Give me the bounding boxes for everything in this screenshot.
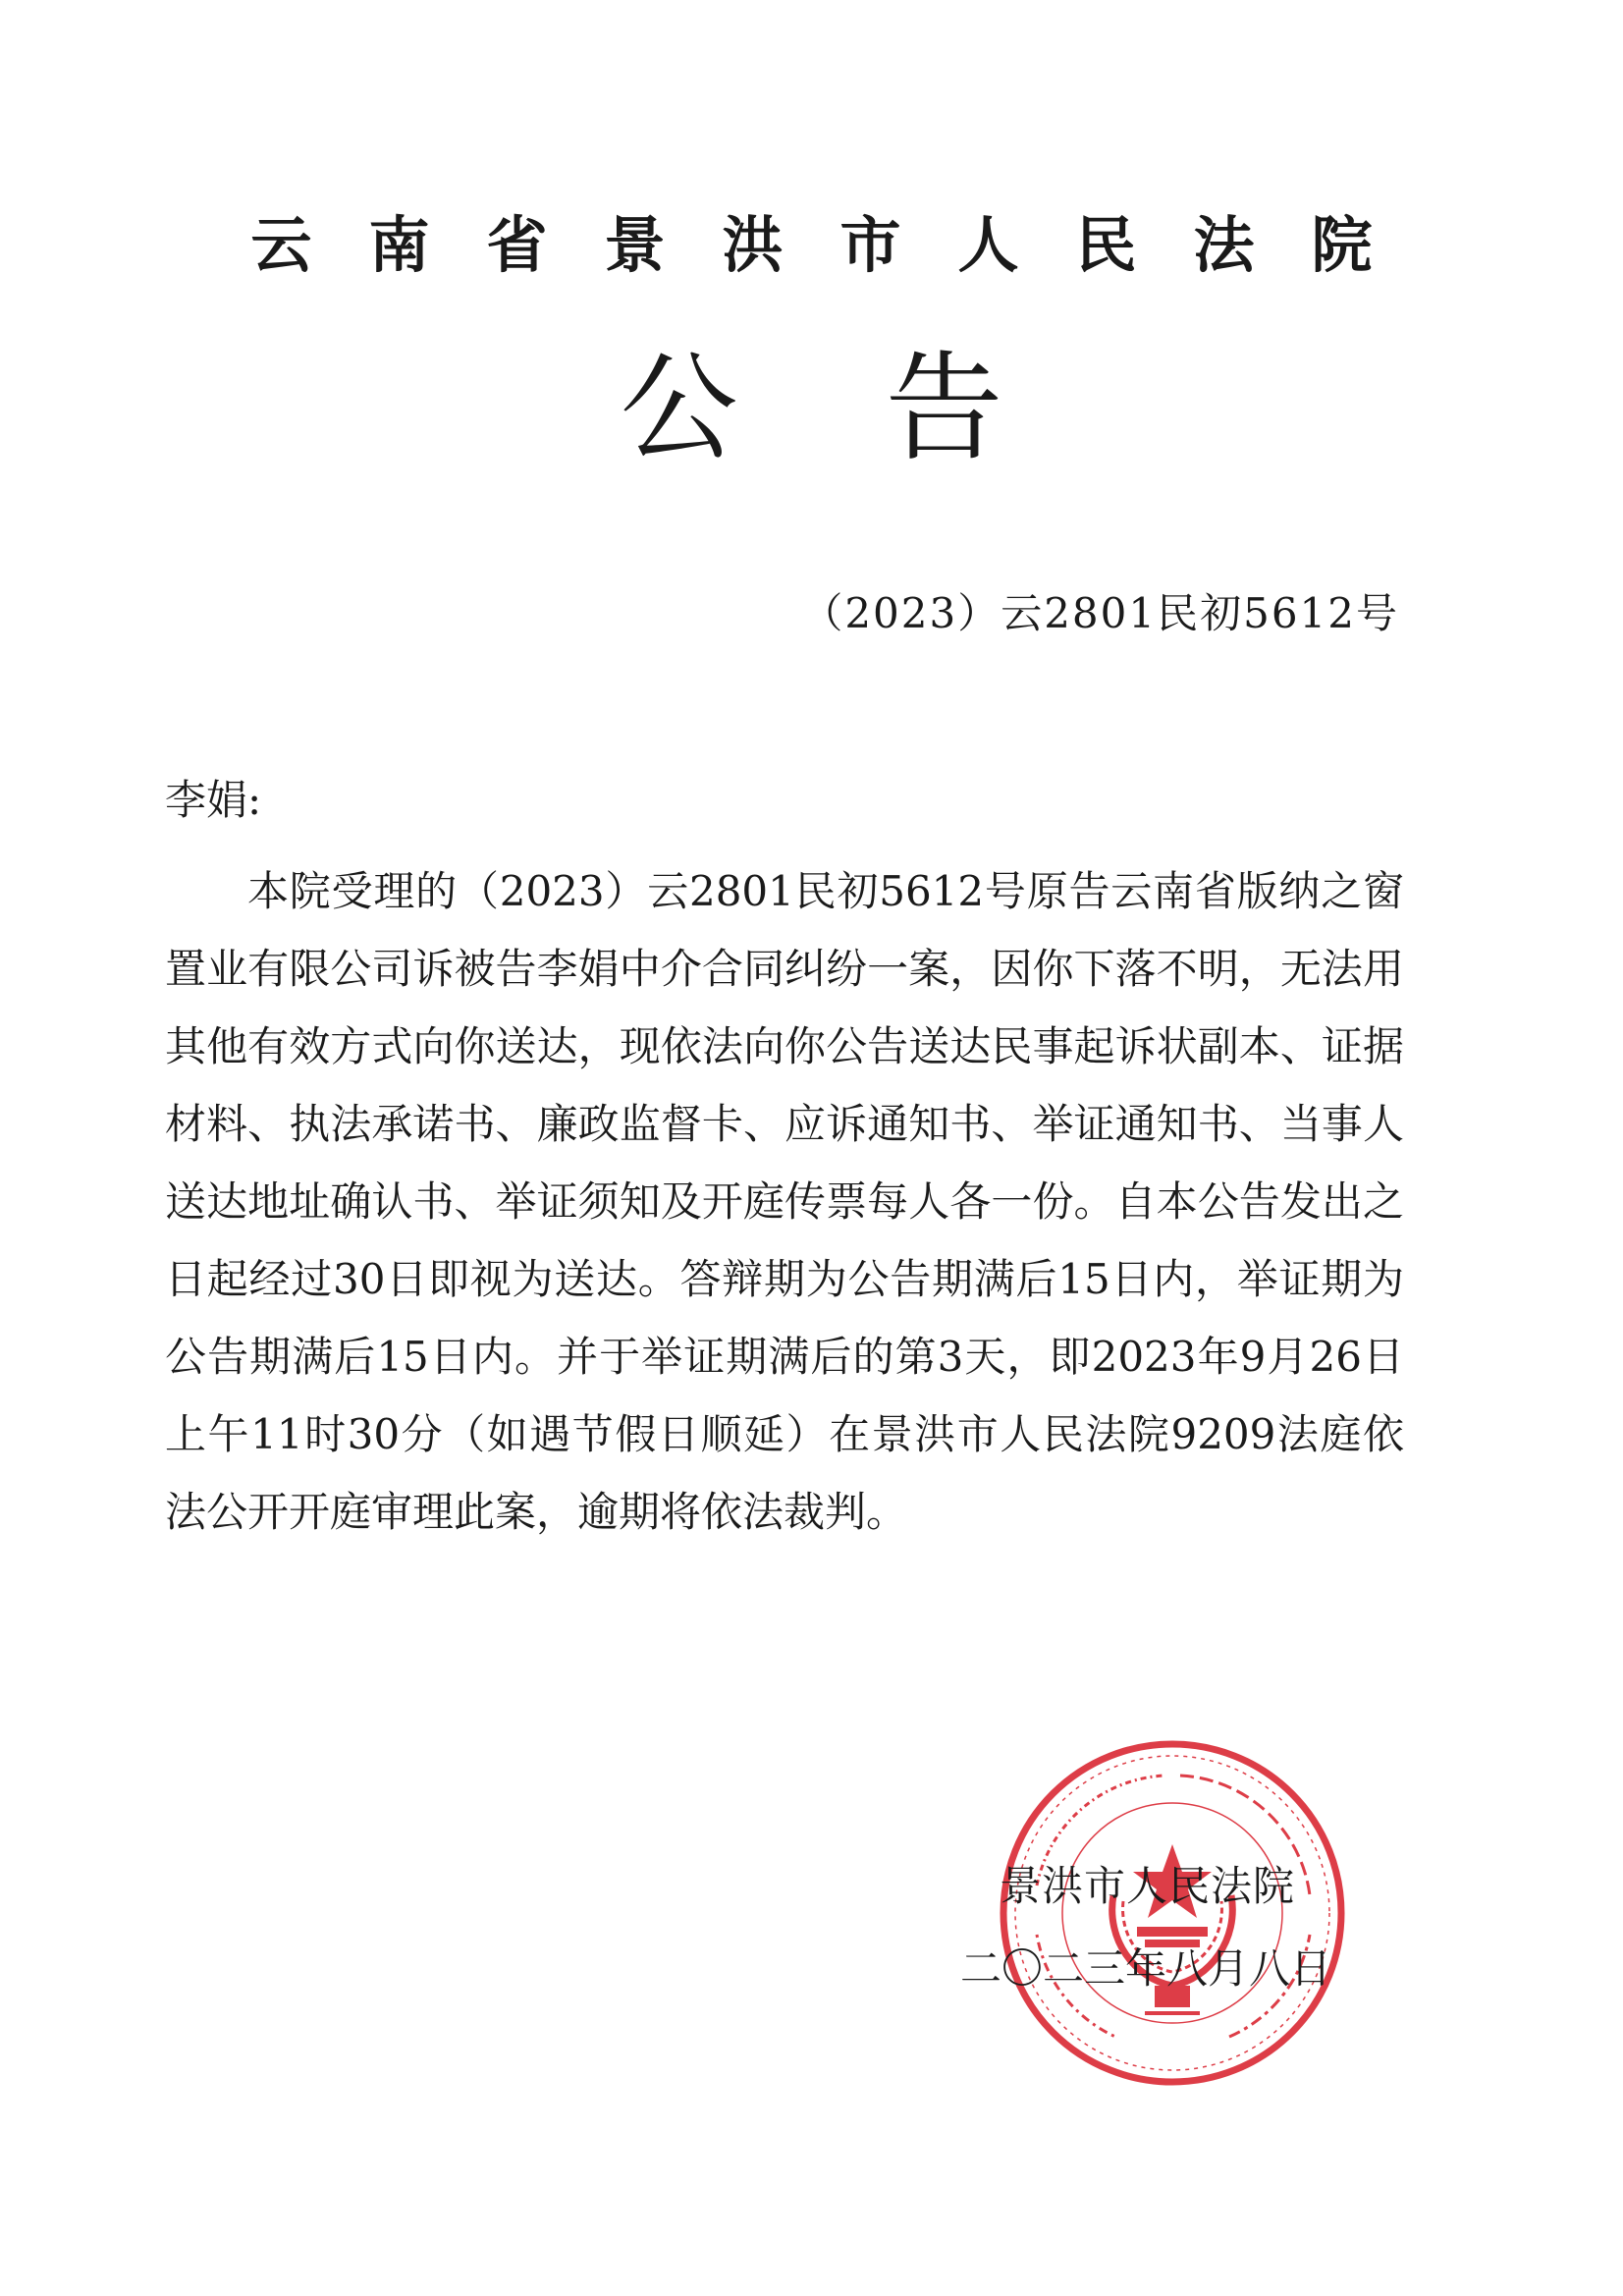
page-title: 公告 [620,341,1151,477]
addressee: 李娟: [165,776,262,824]
signature-date: 二〇二三年八月八日 [960,1944,1332,1993]
court-name-heading: 云南省景洪市人民法院 [250,209,1430,281]
case-number: （2023）云2801民初5612号 [801,589,1399,637]
notice-body: 本院受理的（2023）云2801民初5612号原告云南省版纳之窗置业有限公司诉被告李娟中介合同纠纷一案，因你下落不明，无法用其他有效方式向你送达，现依法向你公告送达民事起诉状副本、证据材料、执法承诺书、廉政监督卡、应诉通知书、举证通知书、当事人送达地址确认书、举证须知及开庭传票每人各一份。自本公告发出之日起经过30日即视为送达。答辩期为公告期满后15日内，举证期为公告期满后15日内。并于举证期满后的第3天，即2023年9月26日 上午11时30分（如遇节假日顺延）在景洪市人民法院9209法庭依法公开开庭审理此案，逾期将依法裁判。 [165,867,1404,1536]
court-seal-icon [998,1738,1347,2088]
signature-court: 景洪市人民法院 [1000,1862,1296,1910]
